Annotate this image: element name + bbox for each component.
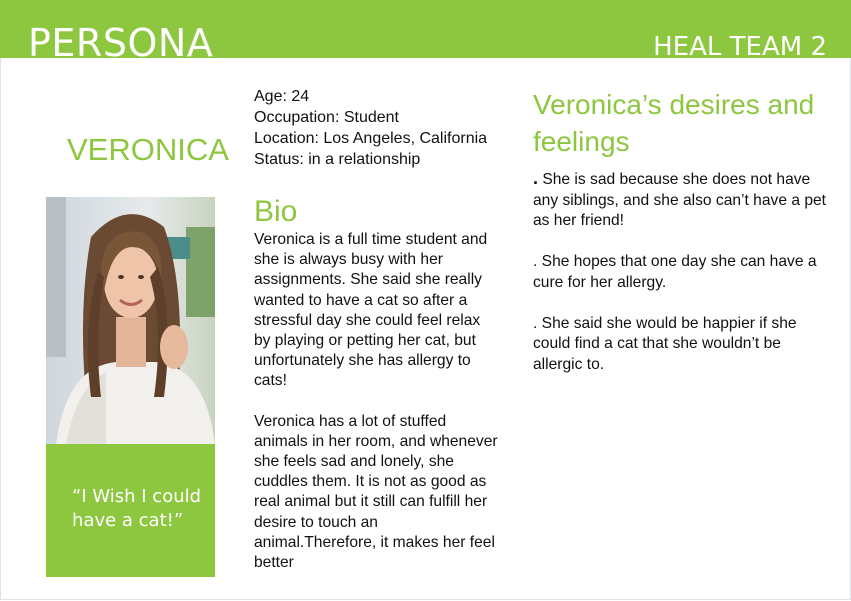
- desire-item: . She said she would be happier if she could find a cat that she wouldn’t be allergic to.: [533, 314, 797, 373]
- page-title: PERSONA: [28, 21, 214, 58]
- bio-heading: Bio: [254, 195, 298, 228]
- quote-line: have a cat!”: [72, 510, 184, 531]
- desire-item: [533, 168, 833, 232]
- bio-paragraph: Veronica is a full time student and she is always busy with her assignments. She said she really wanted to have a cat so after a stressful day she could feel relax by playing or petting her cat, but unfortunately she has allergy to cats!: [254, 231, 488, 390]
- bio-paragraph: Veronica has a lot of stuffed animals in her room, and whenever she feels sad and lonely, she cuddles them. It is not as good as real animal but it still can fulfill her desire to touch an animal.Therefore, it makes her feel better: [254, 412, 498, 572]
- bullet-marker: .: [533, 168, 539, 188]
- persona-quote: [72, 485, 212, 533]
- desire-text: She is sad because she does not have any siblings, and she also can’t have a pet as her friend!: [533, 171, 827, 229]
- portrait-image: [46, 197, 215, 445]
- quote-line: “I Wish I could: [72, 486, 202, 507]
- persona-photo: [46, 197, 215, 445]
- fact-location: Location: Los Angeles, California: [254, 130, 488, 147]
- quote-box: [46, 444, 215, 577]
- bio-text: [254, 230, 499, 593]
- desires-list: [533, 168, 833, 396]
- fact-occupation: Occupation: Student: [254, 109, 399, 126]
- desires-heading: Veronica’s desires and feelings: [533, 89, 815, 157]
- team-label: HEAL TEAM 2: [653, 32, 827, 58]
- persona-facts: [254, 86, 487, 170]
- desire-item: . She hopes that one day she can have a cure for her allergy.: [533, 253, 817, 291]
- header-banner: [0, 0, 851, 58]
- persona-name: VERONICA: [67, 132, 229, 167]
- fact-status: Status: in a relationship: [254, 151, 421, 168]
- fact-age: Age: 24: [254, 88, 310, 105]
